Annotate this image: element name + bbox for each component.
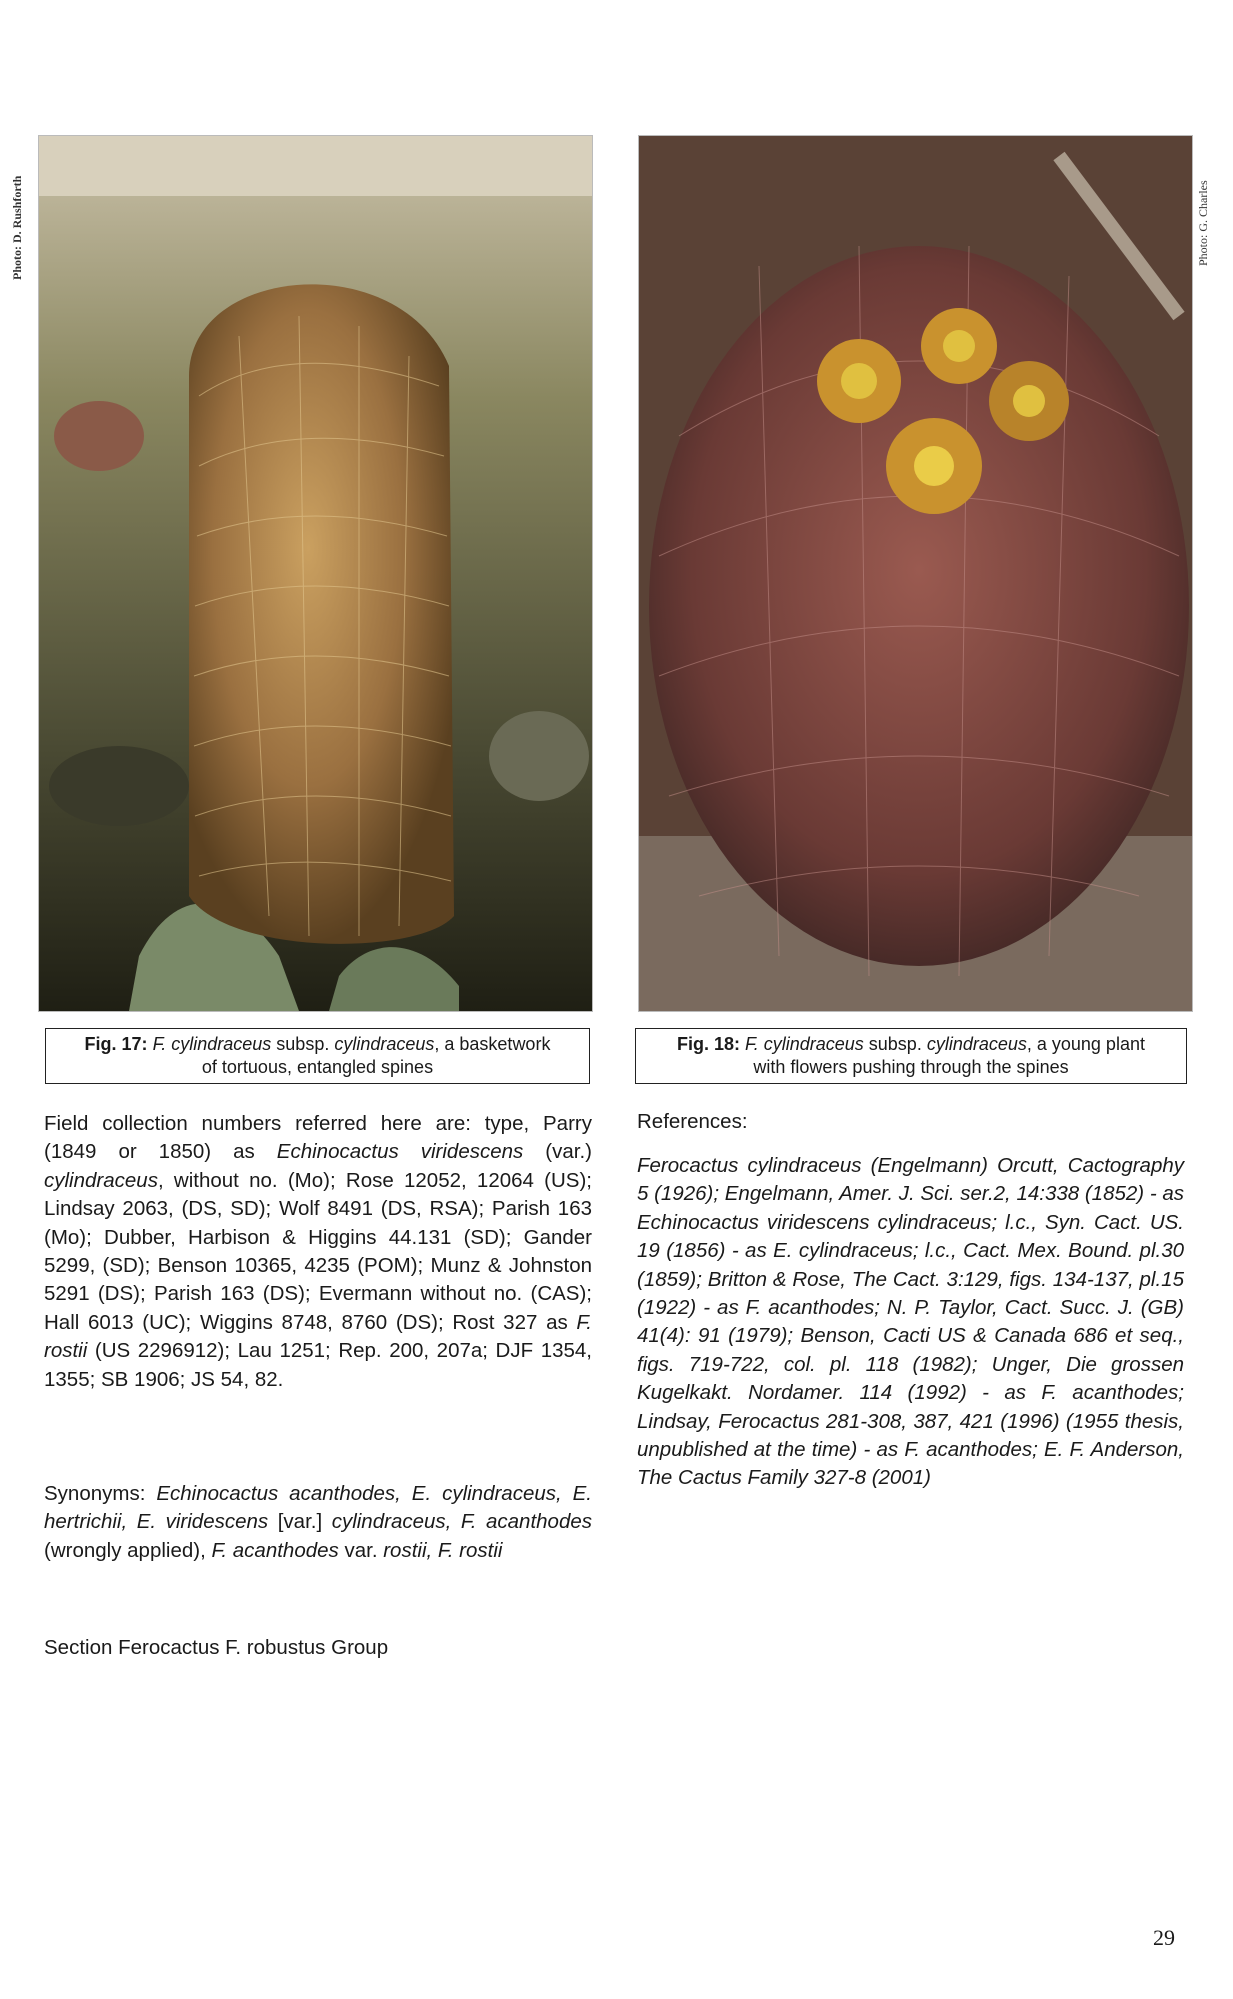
references-paragraph: Ferocactus cylindraceus (Engelmann) Orcutt, Cactography 5 (1926); Engelmann, Amer. J. Sci. ser.2, 14:338 (1852) - as Echinocactus viridescens cylindraceus; l.c., Syn. Cact. US. 19 (1856) - as E. cylindraceus; l.c., Cact. Mex. Bound. pl.30 (1859); Britton & Rose, The Cact. 3:129, figs. 134-137, pl.15 (1922) - as F. acanthodes; N. P. Taylor, Cact. Succ. J. (GB) 41(4): 91 (1979); Benson, Cacti US & Canada 686 et seq., figs. 719-722, col. pl. 118 (1982); Unger, Die grossen Kugelkakt. Nordamer. 114 (1992) - as F. acanthodes; Lindsay, Ferocactus 281-308, 387, 421 (1996) (1955 thesis, unpublished at the time) - as F. acanthodes; E. F. Anderson, The Cactus Family 327-8 (2001) <box>637 1154 1184 1490</box>
section-heading: Section Ferocactus F. robustus Group <box>44 1636 389 1659</box>
figure-18-photo <box>638 135 1193 1012</box>
figure-17-photo <box>38 135 593 1012</box>
photo-credit-right: Photo: G. Charles <box>1196 180 1210 266</box>
figure-18-caption: Fig. 18: F. cylindraceus subsp. cylindraceus, a young plant with flowers pushing through the spines <box>635 1028 1187 1084</box>
cactus-tall-image <box>39 136 592 1011</box>
references-heading: References: <box>637 1110 748 1133</box>
synonyms-paragraph: Synonyms: Echinocactus acanthodes, E. cylindraceus, E. hertrichii, E. viridescens [var.] cylindraceus, F. acanthodes (wrongly applied), F. acanthodes var. rostii, F. rostii <box>44 1482 593 1562</box>
figure-17-caption: Fig. 17: F. cylindraceus subsp. cylindraceus, a basketwork of tortuous, entangled spines <box>45 1028 590 1084</box>
field-collection-paragraph: Field collection numbers referred here are: type, Parry (1849 or 1850) as Echinocactus viridescens (var.) cylindraceus, without no. (Mo); Rose 12052, 12064 (US); Lindsay 2063, (DS, SD); Wolf 8491 (DS, RSA); Parish 163 (Mo); Dubber, Harbison & Higgins 44.131 (SD); Gander 5299, (SD); Benson 10365, 4235 (POM); Munz & Johnston 5291 (DS); Parish 163 (DS); Evermann without no. (CAS); Hall 6013 (UC); Wiggins 8748, 8760 (DS); Rost 327 as F. rostii (US 2296912); Lau 1251; Rep. 200, 207a; DJF 1354, 1355; SB 1906; JS 54, 82. <box>44 1112 592 1391</box>
photo-credit-left: Photo: D. Rushforth <box>10 175 24 280</box>
page-number: 29 <box>1153 1925 1175 1950</box>
cactus-flowering-image <box>639 136 1192 1011</box>
